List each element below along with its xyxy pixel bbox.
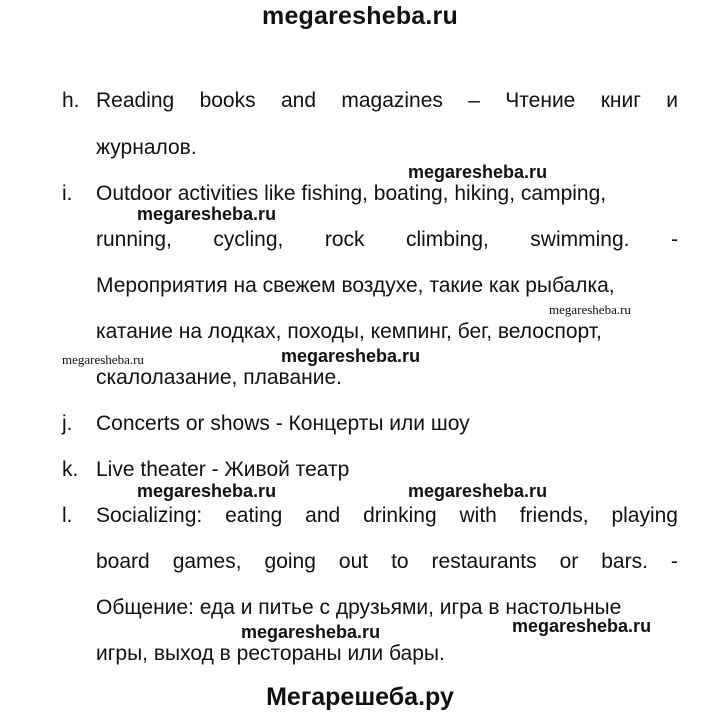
word: and	[305, 504, 341, 527]
word: Socializing:	[96, 504, 203, 527]
word: restaurants	[431, 550, 537, 573]
item-letter: k.	[62, 458, 79, 481]
item-i-line-4: катание на лодках, походы, кемпинг, бег, велоспорт,	[96, 320, 602, 343]
item-h-line-2: журналов.	[96, 136, 197, 159]
watermark: megaresheba.ru	[137, 481, 277, 501]
watermark: megaresheba.ru	[241, 622, 381, 642]
item-l-line-3: Общение: еда и питье с друзьями, игра в настольные	[96, 596, 622, 619]
watermark: megaresheba.ru	[281, 346, 421, 366]
item-letter: j.	[62, 412, 73, 435]
watermark: megaresheba.ru	[408, 162, 548, 182]
watermark: megaresheba.ru	[512, 616, 652, 636]
word: Чтение	[505, 89, 576, 112]
word: going	[264, 550, 316, 573]
word: friends,	[519, 504, 589, 527]
item-l-line-1	[96, 504, 678, 528]
item-letter: h.	[62, 89, 80, 112]
word: books	[199, 89, 256, 112]
item-k-text: Live theater - Живой театр	[96, 458, 350, 481]
item-i-line-5: скалолазание, плавание.	[96, 366, 342, 389]
word: to	[391, 550, 409, 573]
word: -	[670, 550, 678, 573]
word: drinking	[363, 504, 437, 527]
site-footer: Мегарешеба.ру	[266, 683, 454, 711]
word: playing	[611, 504, 678, 527]
word: –	[468, 89, 480, 112]
word: board	[96, 550, 150, 573]
item-i-line-2	[96, 228, 678, 252]
word: Reading	[96, 89, 175, 112]
item-l-line-4: игры, выход в рестораны или бары.	[96, 642, 445, 665]
word: games,	[172, 550, 242, 573]
item-j-text: Concerts or shows - Концерты или шоу	[96, 412, 470, 435]
word: cycling,	[213, 228, 284, 251]
watermark: megaresheba.ru	[137, 204, 277, 224]
site-title: megaresheba.ru	[262, 2, 458, 30]
word: swimming.	[530, 228, 630, 251]
word: out	[338, 550, 369, 573]
word: with	[459, 504, 497, 527]
word: magazines	[341, 89, 443, 112]
watermark: megaresheba.ru	[408, 481, 548, 501]
word: bars.	[601, 550, 648, 573]
word: и	[666, 89, 678, 112]
item-i-line-3: Мероприятия на свежем воздухе, такие как рыбалка,	[96, 274, 615, 297]
item-i-line-1: Outdoor activities like fishing, boating, hiking, camping,	[96, 182, 607, 205]
watermark: megaresheba.ru	[549, 302, 631, 317]
word: running,	[96, 228, 172, 251]
item-l-line-2	[96, 550, 678, 574]
item-h-line-1	[96, 89, 678, 113]
word: eating	[225, 504, 283, 527]
word: -	[670, 228, 678, 251]
word: rock	[324, 228, 365, 251]
word: or	[559, 550, 579, 573]
word: книг	[600, 89, 641, 112]
watermark: megaresheba.ru	[62, 352, 144, 367]
word: and	[280, 89, 317, 112]
word: climbing,	[405, 228, 489, 251]
item-letter: i.	[62, 182, 73, 205]
item-letter: l.	[62, 504, 73, 527]
